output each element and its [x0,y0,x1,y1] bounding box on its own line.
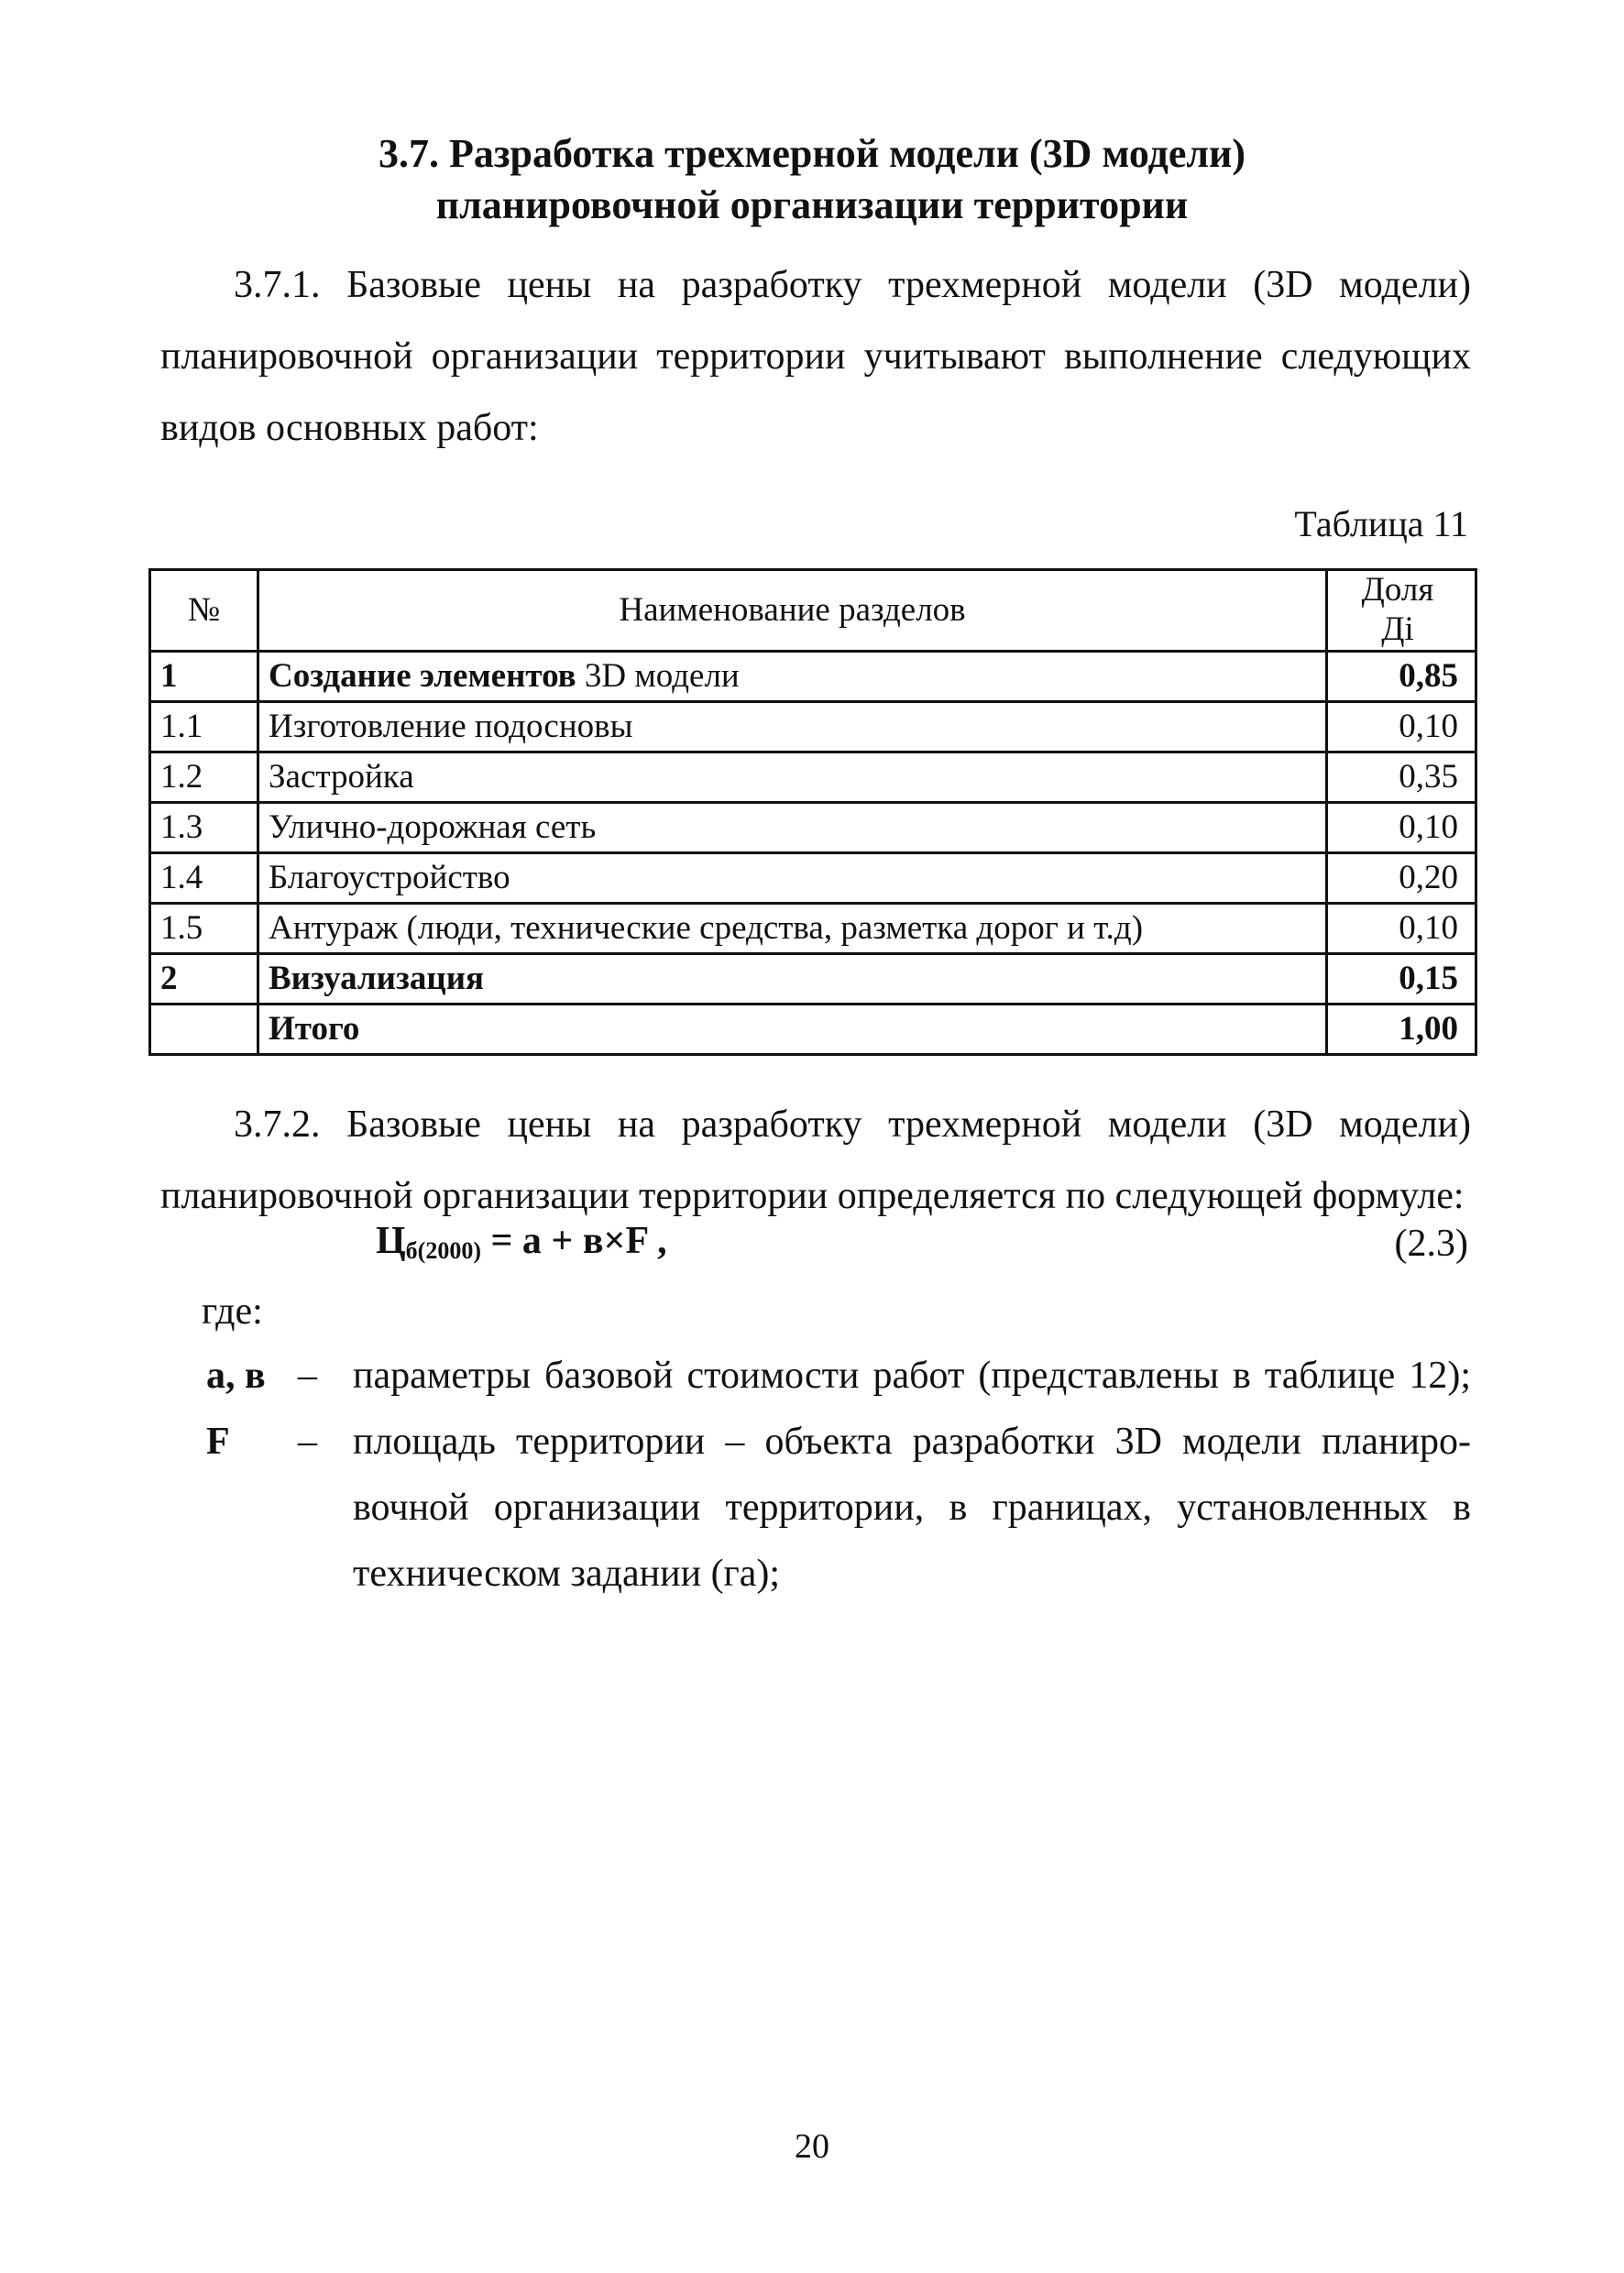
row-name: Антураж (люди, технические средства, разметка дорог и т.д) [258,904,1327,954]
row-num: 1.5 [150,904,258,954]
section-heading-line-2: планировочной организации территории [435,182,1189,227]
row-name: Улично-дорожная сеть [258,803,1327,853]
row-num: 1.3 [150,803,258,853]
row-share: 0,10 [1327,803,1476,853]
table-row [150,652,1476,702]
row-name: Создание элементов 3D модели [258,652,1327,702]
definition-symbol: F [206,1421,230,1463]
row-share: 0,15 [1327,954,1476,1005]
definitions-list [206,1347,1471,1602]
row-share: 0,20 [1327,853,1476,904]
row-num: 1.4 [150,853,258,904]
row-name: Итого [258,1005,1327,1055]
paragraph-line: планировочной организации территории учитывают выполнение следующих [160,335,1471,378]
paragraph-3-7-2 [160,1089,1471,1232]
row-name: Застройка [258,752,1327,803]
table-row [150,752,1476,803]
row-num: 1.2 [150,752,258,803]
page-number: 20 [795,2127,829,2166]
paragraph-line: 3.7.2. Базовые цены на разработку трехмерной модели (3D модели) [234,1104,1471,1146]
definition-symbol: а, в [206,1355,266,1397]
definition-dash: – [298,1355,317,1397]
table-row [150,954,1476,1005]
header-num: № [150,570,258,652]
section-heading-line-1: 3.7. Разработка трехмерной модели (3D модели) [378,131,1246,176]
price-formula: $Ц_{б(2000)} = а + в\times F$ , [376,1220,667,1264]
table-total-row [150,1005,1476,1055]
row-share: 0,85 [1327,652,1476,702]
paragraph-line: 3.7.1. Базовые цены на разработку трехмерной модели (3D модели) [234,264,1471,306]
paragraph-line: планировочной организации территории определяется по следующей формуле: [160,1175,1465,1217]
row-name: Изготовление подосновы [258,702,1327,752]
header-name: Наименование разделов [258,570,1327,652]
definition-text: параметры базовой стоимости работ (представлены в таблице 12); [353,1355,1471,1397]
definition-item [206,1347,1471,1404]
definition-dash: – [298,1421,317,1463]
definition-item [206,1413,1471,1602]
row-share: 0,10 [1327,702,1476,752]
table-caption: Таблица 11 [1294,503,1468,544]
paragraph-3-7-1 [160,249,1471,464]
row-name: Визуализация [258,954,1327,1005]
where-label: где: [202,1290,263,1333]
definition-text: площадь территории – объекта разработки 3D модели планиро- вочной организации территории, в границах, установленных в техническом задании (га); [353,1421,1471,1595]
row-share: 0,10 [1327,904,1476,954]
table-row [150,702,1476,752]
table-row [150,803,1476,853]
row-num: 2 [150,954,258,1005]
row-num [150,1005,258,1055]
row-name: Благоустройство [258,853,1327,904]
shares-table [148,568,1477,1056]
row-num: 1 [150,652,258,702]
table-row [150,853,1476,904]
paragraph-line: видов основных работ: [160,407,539,449]
row-share: 0,35 [1327,752,1476,803]
formula-number: (2.3) [1394,1223,1468,1265]
table-header-row [150,570,1476,652]
row-num: 1.1 [150,702,258,752]
header-share: Доля Дi [1327,570,1476,652]
table-row [150,904,1476,954]
row-share: 1,00 [1327,1005,1476,1055]
